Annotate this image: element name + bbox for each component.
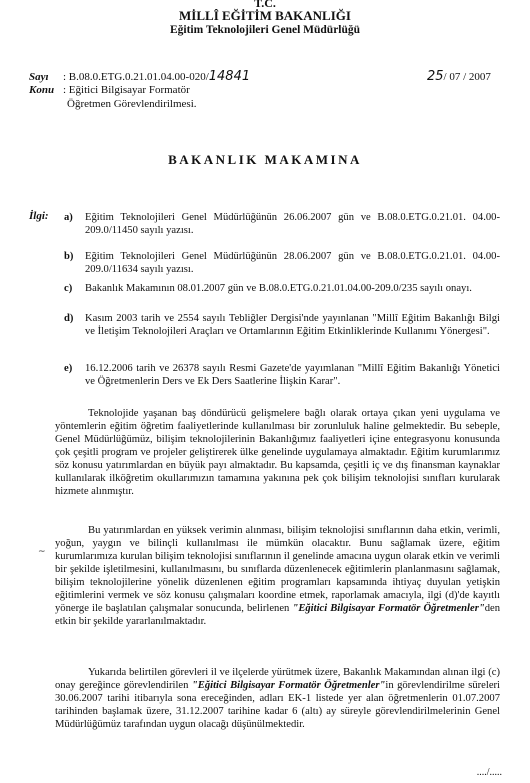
ilgi-label: İlgi: <box>29 210 49 222</box>
ilgi-item-text: Eğitim Teknolojileri Genel Müdürlüğünün 26.06.2007 gün ve B.08.0.ETG.0.21.01. 04.00-209.0/11450 sayılı yazısı. <box>85 212 500 236</box>
konu-line-1: : Eğitici Bilgisayar Formatör <box>63 84 190 96</box>
ilgi-item-text: 16.12.2006 tarih ve 26378 sayılı Resmi Gazete'de yayımlanan "Millî Eğitim Bakanlığı Yönetici ve Öğretmenlerin Ders ve Ek Ders Saatlerine İlişkin Karar". <box>85 363 500 387</box>
page-continuation: ..../..... <box>476 767 502 778</box>
ilgi-item-letter: d) <box>64 313 74 324</box>
date-handwritten-day: 25 <box>427 69 444 84</box>
ilgi-item-text: Eğitim Teknolojileri Genel Müdürlüğünün 28.06.2007 gün ve B.08.0.ETG.0.21.01. 04.00-209.0/11634 sayılı yazısı. <box>85 251 500 275</box>
directorate-name: Eğitim Teknolojileri Genel Müdürlüğü <box>169 24 361 36</box>
ilgi-item-c <box>64 282 500 295</box>
ilgi-item-letter: a) <box>64 212 73 223</box>
ilgi-item-letter: e) <box>64 363 73 374</box>
ilgi-item-a <box>64 211 500 237</box>
paragraph-text: Teknolojide yaşanan baş döndürücü gelişmelere bağlı olarak ortaya çıkan yeni uygulama ve yöntemlerin eğitim öğretim faaliyetlerinde kullanılması bir zorunluluk haline gelmektedir. Bu sebeple, Genel Müdürlüğümüz, bilişim teknolojilerinin Bakanlığımız faaliyetleri içine entegrasyonu konusunda çok çeşitli program ve projeler geliştirerek ülke genelinde uygulamaya almaktadır. Eğitim kurumlarımız söz konusu yatırımlardan en büyük payı almaktadır. Bu kapsamda, çeşitli iç ve dış finansman kaynaklar kullanılarak ilköğretim okullarımızın tamamına yakınına pek çok bilişim teknolojisi sınıfları kurularak hizmete alınmıştır. <box>55 408 500 497</box>
sayi-row <box>29 70 250 84</box>
paragraph-text-end: in görevlendirilme süreleri 30.06.2007 tarihi itibarıyla sona ereceğinden, adları EK-1 listede yer alan öğretmenlerin 01.07.2007 tarihinden başlamak üzere, 31.12.2007 tarihine kadar 6 (altı) ay süreyle görevlendirilmelerinin Genel Müdürlüğümüz tarafından uygun olacağı düşünülmektedir. <box>55 680 500 730</box>
sayi-value: : B.08.0.ETG.0.21.01.04.00-020/ <box>63 71 209 83</box>
konu-label: Konu <box>29 84 55 96</box>
ilgi-item-letter: b) <box>64 251 74 262</box>
role-emphasis: "Eğitici Bilgisayar Formatör Öğretmenler" <box>292 603 485 614</box>
header-tc: T.C. <box>254 0 276 10</box>
ministry-name: MİLLÎ EĞİTİM BAKANLIĞI <box>179 8 351 23</box>
body-paragraph-2 <box>55 524 500 628</box>
sayi-handwritten-number: 14841 <box>208 69 251 84</box>
ilgi-item-letter: c) <box>64 283 73 294</box>
ilgi-item-text: Bakanlık Makamının 08.01.2007 gün ve B.08.0.ETG.0.21.01.04.00-209.0/235 sayılı onayı. <box>85 283 472 294</box>
paragraph-text-end: den etkin bir şekilde yararlanılmaktadır. <box>55 603 501 627</box>
body-paragraph-1 <box>55 407 500 498</box>
paragraph-text: Yukarıda belirtilen görevleri il ve ilçelerde yürütmek üzere, Bakanlık Makamından alınan ilgi (c) onay gereğince görevlendirilen <box>55 667 500 691</box>
konu-row <box>29 84 190 97</box>
body-paragraph-3 <box>55 666 500 731</box>
ilgi-item-b <box>64 250 500 276</box>
document-date <box>427 70 491 84</box>
date-rest: / 07 / 2007 <box>443 71 491 83</box>
paragraph-text: Bu yatırımlardan en yüksek verimin alınması, bilişim teknolojisi sınıflarının daha etkin, verimli, yoğun, yaygın ve bilinçli kullanılması ile mümkün olacaktır. Bunu sağlamak üzere, eğitim kurumlarımıza kurulan bilişim teknolojisi sınıflarının il genelinde amacına uygun olarak etkin ve verimli bir şekilde işletilmesini, kullanılmasını, bu sınıflarda düzenlenecek eğitimlerin planlanmasını sağlamak, bilişim teknolojilerine yönelik düzenlenen eğitim programları kapsamında ihtiyaç duyulan yetişkin eğitimlerini vermek ve söz konusu çalışmaları koordine etmek, raporlamak amacıyla, ilgi (d)'de kayıtlı yönerge ile başlatılan çalışmalar sonucunda, belirlenen <box>55 525 500 614</box>
ilgi-item-e <box>64 362 500 388</box>
ilgi-item-text: Kasım 2003 tarih ve 2554 sayılı Tebliğler Dergisi'nde yayınlanan "Millî Eğitim Bakanlığı Bilgi ve İletişim Teknolojileri Araçları ve Ortamlarının Eğitim Etkinliklerinde Kullanımı Yönergesi". <box>85 313 500 337</box>
margin-pen-mark: ~ <box>38 547 46 557</box>
sayi-label: Sayı <box>29 71 49 83</box>
role-emphasis: "Eğitici Bilgisayar Formatör Öğretmenler" <box>191 680 386 691</box>
konu-line-2: Öğretmen Görevlendirilmesi. <box>67 98 197 110</box>
document-title: BAKANLIK MAKAMINA <box>168 152 362 167</box>
ilgi-item-d <box>64 312 500 338</box>
